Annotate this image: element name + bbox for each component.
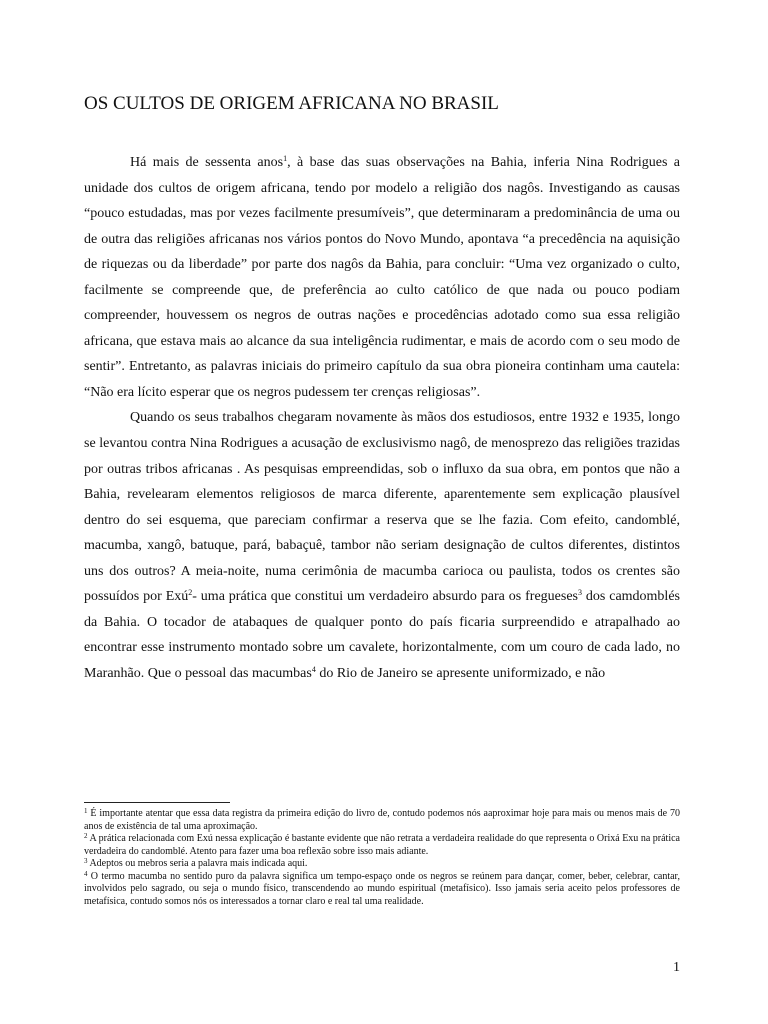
footnote-3 [84, 858, 680, 871]
footnote-text-4: O termo macumba no sentido puro da palavra significa um tempo-espaço onde os negros se reúnem para dançar, comer, beber, celebrar, cantar, involvidos pelo sagrado, ou seja o mundo físico, transcendendo ao mundo espiritual (metafísico). Isso jamais seria aceito pelos professores de metafísica, contudo somos nós os interessados a tornar claro e real tal uma realidade. [84, 870, 680, 907]
footnote-ref-2: 2 [188, 588, 193, 598]
footnote-number-4: 4 [84, 869, 88, 878]
footnote-ref-1: 1 [283, 154, 288, 163]
footnote-ref-4: 4 [311, 664, 316, 674]
paragraph-2-text-4: do Rio de Janeiro se apresente uniformizado, e não [315, 665, 606, 681]
footnote-1 [84, 808, 680, 833]
footnote-number-3: 3 [84, 857, 88, 865]
paragraph-1-text-2: , à base das suas observações na Bahia, inferia Nina Rodrigues a unidade dos cultos de origem africana, tendo por modelo a religião dos nagôs. Investigando as causas “pouco estudadas, mas por vezes facilmente presumíveis”, que determinaram a predominância de uma ou de outra das religiões africanas nos vários pontos do Novo Mundo, apontava “a precedência na aquisição de riquezas ou da liberdade” por parte dos nagôs da Bahia, para concluir: “Uma vez organizado o culto, facilmente se compreende que, de preferência ao culto católico de que nada ou pouco podiam compreender, houvessem os negros de outras nações e procedências adotado como sua essa religião africana, que estava mais ao alcance da sua inteligência rudimentar, e mais de acordo com o seu modo de sentir”. Entretanto, as palavras iniciais do primeiro capítulo da sua obra pioneira continham uma cautela: “Não era lícito esperar que os negros pudessem ter crenças religiosas”. [84, 155, 680, 400]
paragraph-2-text-1: Quando os seus trabalhos chegaram novamente às mãos dos estudiosos, entre 1932 e 1935, longo se levantou contra Nina Rodrigues a acusação de exclusivismo nagô, de menosprezo das religiões trazidas por outras tribos africanas . As pesquisas empreendidas, sob o influxo da sua obra, em pontos que não a Bahia, revelearam elementos religiosos de marca diferente, aparentemente sem explicação plausível dentro do sei esquema, que pareciam confirmar a reserva que se lhe fazia. Com efeito, candomblé, macumba, xangô, batuque, pará, babaçuê, tambor não seriam designação de cultos diferentes, distintos uns dos outros? A meia-noite, numa cerimônia de macumba carioca ou paulista, todos os crentes são possuídos por Exú [84, 410, 680, 605]
footnotes [84, 808, 680, 908]
footnote-text-1: É importante atentar que essa data registra da primeira edição do livro de, contudo podemos nós aaproximar hoje para mais ou menos mais de 70 anos de existência de tal uma aproximação. [84, 808, 680, 832]
paragraph-2-text-3: dos camdomblés da Bahia. O tocador de atabaques de qualquer ponto do país ficaria surpreendido e atrapalhado ao encontrar esse instrumento montado sobre um cavalete, horizontalmente, com um couro de cada lado, no Maranhão. Que o pessoal das macumbas [84, 589, 680, 681]
footnote-number-1: 1 [84, 807, 88, 815]
footnote-text-3: Adeptos ou mebros seria a palavra mais indicada aqui. [87, 858, 308, 869]
document-title: OS CULTOS DE ORIGEM AFRICANA NO BRASIL [84, 93, 499, 114]
body-text [84, 150, 680, 686]
paragraph-1 [84, 150, 680, 405]
footnote-text-2: A prática relacionada com Exú nessa explicação é bastante evidente que não retrata a verdadeira realidade do que representa o Orixá Exu na prática verdadeira do candomblé. Atento para fazer uma boa reflexão sobre isso mais adiante. [84, 833, 680, 857]
footnote-4 [84, 871, 680, 909]
footnote-separator [84, 802, 230, 803]
footnote-2 [84, 833, 680, 858]
paragraph-2 [84, 405, 680, 686]
page-number: 1 [673, 960, 680, 975]
paragraph-1-text-1: Há mais de sessenta anos [130, 155, 284, 170]
footnote-number-2: 2 [84, 832, 88, 840]
paragraph-2-text-2: - uma prática que constitui um verdadeiro absurdo para os fregueses [192, 589, 578, 605]
footnote-ref-3: 3 [577, 588, 582, 598]
